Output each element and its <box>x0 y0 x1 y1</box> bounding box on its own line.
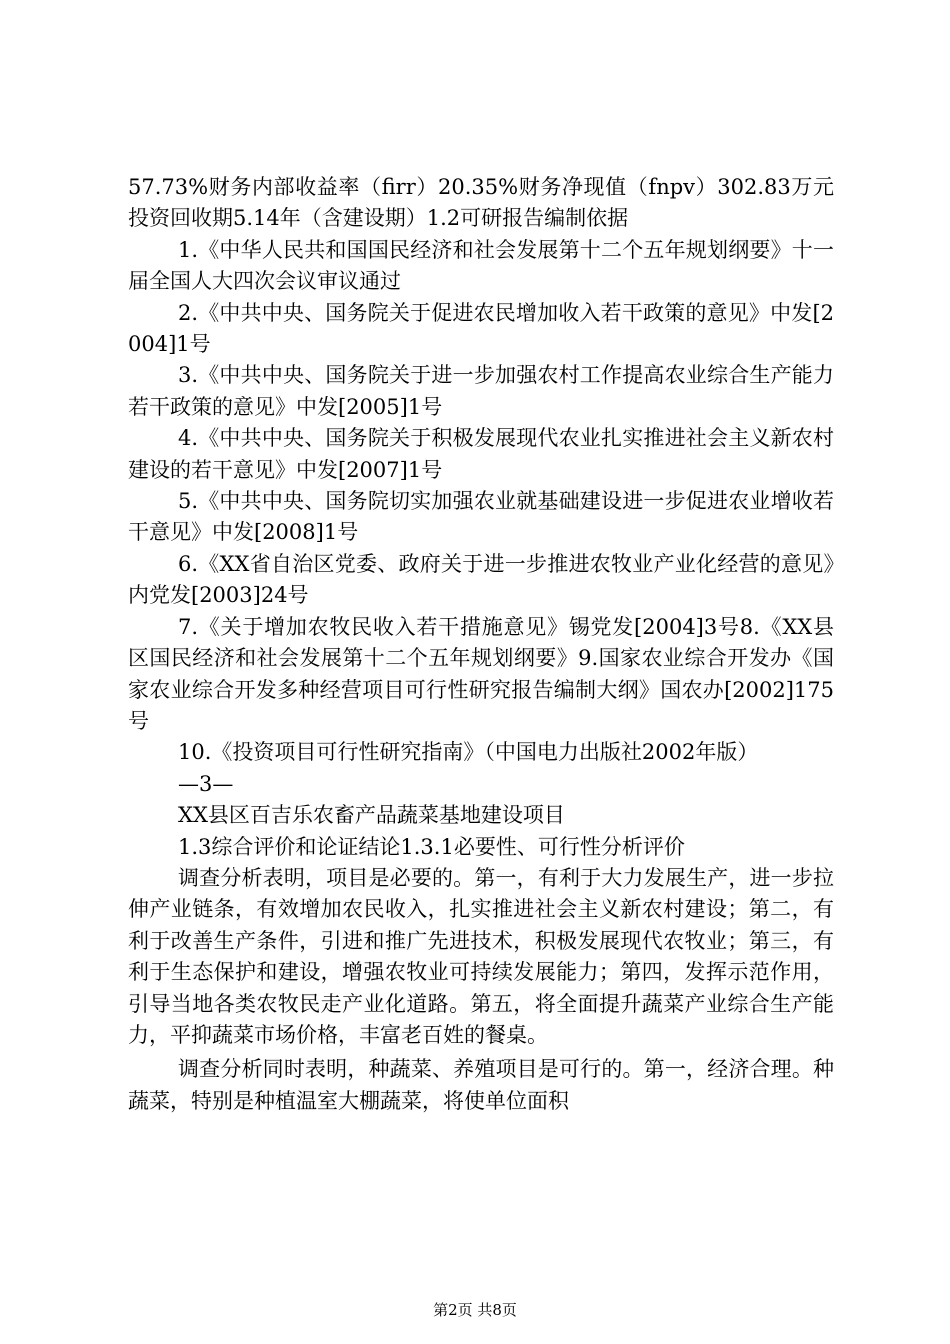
basis-item-2: 2.《中共中央、国务院关于促进农民增加收入若干政策的意见》中发[2004]1号 <box>128 300 834 357</box>
basis-item-7-9: 7.《关于增加农牧民收入若干措施意见》锡党发[2004]3号8.《XX县区国民经济和社会发展第十二个五年规划纲要》9.国家农业综合开发办《国家农业综合开发多种经营项目可行性研究报告编制大纲》国农办[2002]175号 <box>128 614 834 733</box>
page-footer: 第2页 共8页 <box>433 1301 517 1319</box>
paragraph-necessity: 调查分析表明，项目是必要的。第一，有利于大力发展生产，进一步拉伸产业链条，有效增加农民收入，扎实推进社会主义新农村建设；第二，有利于改善生产条件，引进和推广先进技术，积极发展现代农牧业；第三，有利于生态保护和建设，增强农牧业可持续发展能力；第四，发挥示范作用，引导当地各类农牧民走产业化道路。第五，将全面提升蔬菜产业综合生产能力，平抑蔬菜市场价格，丰富老百姓的餐桌。 <box>128 865 834 1047</box>
basis-item-4: 4.《中共中央、国务院关于积极发展现代农业扎实推进社会主义新农村建设的若干意见》中发[2007]1号 <box>128 426 834 482</box>
basis-item-3: 3.《中共中央、国务院关于进一步加强农村工作提高农业综合生产能力若干政策的意见》中发[2005]1号 <box>128 363 834 419</box>
basis-item-5: 5.《中共中央、国务院切实加强农业就基础建设进一步促进农业增收若干意见》中发[2008]1号 <box>128 489 834 545</box>
paragraph-financial-summary: 57.73%财务内部收益率（firr）20.35%财务净现值（fnpv）302.83万元投资回收期5.14年（含建设期）1.2可研报告编制依据 <box>128 175 834 231</box>
basis-item-1: 1.《中华人民共和国国民经济和社会发展第十二个五年规划纲要》十一届全国人大四次会议审议通过 <box>128 237 834 294</box>
inner-page-number: —3— <box>178 771 234 796</box>
section-heading: 1.3综合评价和论证结论1.3.1必要性、可行性分析评价 <box>178 834 685 859</box>
basis-item-6: 6.《XX省自治区党委、政府关于进一步推进农牧业产业化经营的意见》内党发[2003]24号 <box>128 551 834 608</box>
basis-item-10: 10.《投资项目可行性研究指南》（中国电力出版社2002年版） <box>178 740 759 765</box>
document-body <box>128 172 834 1117</box>
project-title: XX县区百吉乐农畜产品蔬菜基地建设项目 <box>178 803 565 828</box>
paragraph-feasibility: 调查分析同时表明，种蔬菜、养殖项目是可行的。第一，经济合理。种蔬菜，特别是种植温室大棚蔬菜，将使单位面积 <box>128 1057 834 1113</box>
